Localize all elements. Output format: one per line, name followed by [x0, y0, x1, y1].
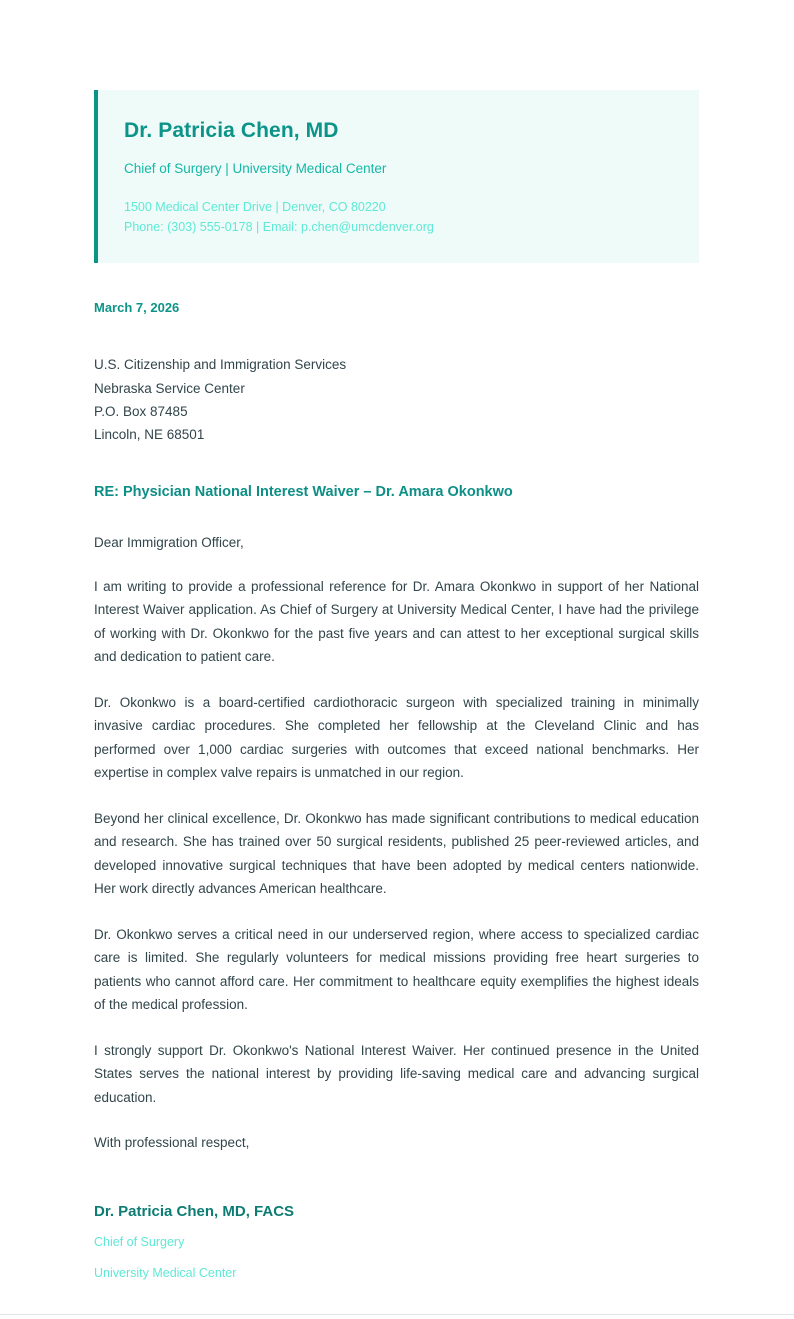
recipient-line-4: Lincoln, NE 68501	[94, 427, 205, 443]
letter-date: March 7, 2026	[94, 300, 180, 316]
salutation: Dear Immigration Officer,	[94, 534, 244, 550]
letterhead-title: Chief of Surgery | University Medical Center	[124, 161, 387, 177]
letterhead-name: Dr. Patricia Chen, MD	[124, 119, 339, 142]
body-paragraph: Dr. Okonkwo serves a critical need in our underserved region, where access to specialized cardiac care is limited. She regularly volunteers for medical missions providing free heart surgeries to patients who cannot afford care. Her commitment to healthcare equity exemplifies the highest ideals of the medical profession.	[94, 926, 699, 1013]
signature-organization: University Medical Center	[94, 1266, 237, 1281]
signature-block	[94, 1201, 699, 1282]
body-paragraph: Dr. Okonkwo is a board-certified cardiothoracic surgeon with specialized training in minimally invasive cardiac procedures. She completed her fellowship at the Cleveland Clinic and has performed over 1,000 cardiac surgeries with outcomes that exceed national benchmarks. Her expertise in complex valve repairs is unmatched in our region.	[94, 694, 699, 781]
signature-name: Dr. Patricia Chen, MD, FACS	[94, 1203, 295, 1221]
recipient-line-1: U.S. Citizenship and Immigration Services	[94, 357, 347, 373]
recipient-address-block	[94, 353, 699, 446]
subject-line: RE: Physician National Interest Waiver – Dr. Amara Okonkwo	[94, 484, 513, 501]
body-paragraph: Beyond her clinical excellence, Dr. Okonkwo has made significant contributions to medical education and research. She has trained over 50 surgical residents, published 25 peer-reviewed articles, and developed innovative surgical techniques that have been adopted by medical centers nationwide. Her work directly advances American healthcare.	[94, 810, 699, 897]
footer-divider	[0, 1314, 794, 1315]
recipient-line-3: P.O. Box 87485	[94, 403, 188, 419]
letterhead-block	[94, 90, 699, 263]
letterhead-phone-email: Phone: (303) 555-0178 | Email: p.chen@umcdenver.org	[124, 219, 434, 234]
body-paragraph: I strongly support Dr. Okonkwo's National Interest Waiver. Her continued presence in the United States serves the national interest by providing life-saving medical care and advancing surgical education.	[94, 1042, 699, 1105]
recipient-line-2: Nebraska Service Center	[94, 380, 245, 396]
signature-role: Chief of Surgery	[94, 1235, 185, 1250]
letter-content	[94, 0, 699, 1296]
body-paragraph: I am writing to provide a professional reference for Dr. Amara Okonkwo in support of her National Interest Waiver application. As Chief of Surgery at University Medical Center, I have had the privilege of working with Dr. Okonkwo for the past five years and can attest to her exceptional surgical skills and dedication to patient care.	[94, 578, 699, 665]
letterhead-address: 1500 Medical Center Drive | Denver, CO 80220	[124, 199, 386, 214]
closing-line: With professional respect,	[94, 1135, 250, 1151]
